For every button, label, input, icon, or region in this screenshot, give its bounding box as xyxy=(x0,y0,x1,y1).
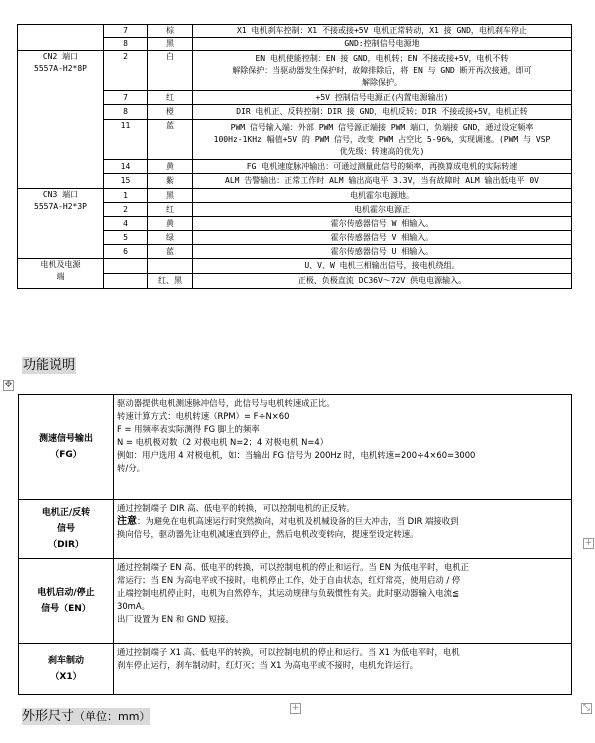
pin-number: 14 xyxy=(104,160,148,174)
pin-number: 2 xyxy=(104,51,148,91)
wire-color: 红、黑 xyxy=(148,274,193,289)
connector-label: 电机及电源 xyxy=(40,260,81,269)
function-description-line: 通过控制端子 EN 高、低电平的转换，可以控制电机的停止和运行。当 EN 为低电平时，电机正 xyxy=(117,562,470,572)
function-description-line: 常运行；当 EN 为高电平或不接时，电机停止工作，处于自由状态，红灯常亮，使用启动 / 停 xyxy=(117,575,461,585)
function-name xyxy=(19,644,114,695)
wire-color: 白 xyxy=(148,51,193,91)
pin-description: FG 电机速度脉冲输出：可通过测量此信号的频率，再换算成电机的实际转速 xyxy=(193,160,572,174)
wire-color: 棕 xyxy=(148,25,193,38)
wire-color: 紫 xyxy=(148,174,193,189)
pin-description-line: 解除保护。 xyxy=(362,77,402,87)
pin-description: 霍尔传感器信号 W 相输入。 xyxy=(193,217,572,231)
pin-description-line: 优先级：转速高的优先) xyxy=(339,146,425,156)
wire-color: 黄 xyxy=(148,217,193,231)
pin-row xyxy=(18,259,572,274)
function-description xyxy=(114,500,572,559)
pin-description: 正极、负极直流 DC36V～72V 供电电源输入。 xyxy=(193,274,572,289)
move-handle-icon[interactable]: ✥ xyxy=(4,380,13,390)
pin-description-line: PWM 信号输入端：外部 PWM 信号源正端接 PWM 端口，负端接 GND，通过设定频率 xyxy=(230,122,534,132)
resize-handle-icon[interactable]: ⤡ xyxy=(582,703,591,713)
pin-row xyxy=(18,189,572,203)
function-description-line: 出厂设置为 EN 和 GND 短接。 xyxy=(117,614,234,624)
wire-color: 红 xyxy=(148,203,193,217)
section-title-dimensions xyxy=(22,708,150,725)
function-name-line: 刹车制动 xyxy=(47,656,84,666)
pin-description: ALM 告警输出：正常工作时 ALM 输出高电平 3.3V，当有故障时 ALM 输出低电平 0V xyxy=(193,174,572,189)
pin-description: +5V 控制信号电源正(内置电源输出) xyxy=(193,91,572,105)
pin-number xyxy=(104,259,148,274)
pin-description: GND:控制信号电源地 xyxy=(193,38,572,51)
connector-cell xyxy=(18,51,104,189)
function-description-line: N = 电机极对数（2 对极电机 N=2；4 对极电机 N=4） xyxy=(117,437,329,447)
function-name-line: （X1） xyxy=(50,672,82,682)
connector-cell xyxy=(18,189,104,259)
pin-row xyxy=(18,51,572,91)
pin-table xyxy=(17,24,572,289)
function-row xyxy=(19,559,572,644)
pin-number: 8 xyxy=(104,38,148,51)
connector-label: 5557A-H2*8P xyxy=(34,64,87,73)
function-name-line: （DIR） xyxy=(48,540,84,550)
wire-color: 红 xyxy=(148,91,193,105)
function-description-line: 30mA。 xyxy=(117,601,150,611)
pin-description: 霍尔传感器信号 U 相输入。 xyxy=(193,245,572,259)
pin-description-line: 解除保护：当驱动器发生保护时，故障排除后，将 EN 与 GND 断开再次接通，即可 xyxy=(232,65,532,75)
connector-label: 端 xyxy=(56,272,65,281)
wire-color: 黑 xyxy=(148,189,193,203)
function-table xyxy=(18,394,572,695)
function-name-line: 电机启动/停止 xyxy=(37,588,95,598)
function-row xyxy=(19,500,572,559)
function-row xyxy=(19,395,572,500)
wire-color: 绿 xyxy=(148,231,193,245)
pin-description-line: 100Hz-1KHz 幅值+5V 的 PWM 信号，改变 PWM 占空比 5-96%，实现调速。(PWM 与 VSP xyxy=(213,134,551,144)
function-name-line: 电机正/反转 xyxy=(41,508,91,518)
pin-number: 7 xyxy=(104,25,148,38)
pin-description: 霍尔传感器信号 V 相输入。 xyxy=(193,231,572,245)
pin-description xyxy=(193,120,572,160)
section-title-function: 功能说明 xyxy=(23,358,76,373)
pin-description: X1 电机刹车控制：X1 不接或接+5V 电机正常转动，X1 接 GND，电机刹车停止 xyxy=(193,25,572,38)
function-name xyxy=(19,500,114,559)
pin-description-line: EN 电机使能控制：EN 接 GND，电机转；EN 不接或接+5V，电机不转 xyxy=(255,53,509,63)
connector-cell xyxy=(18,259,104,289)
pin-number: 5 xyxy=(104,231,148,245)
pin-number: 6 xyxy=(104,245,148,259)
pin-number: 15 xyxy=(104,174,148,189)
pin-number: 4 xyxy=(104,217,148,231)
function-name xyxy=(19,559,114,644)
function-name xyxy=(19,395,114,500)
function-name-line: 信号 xyxy=(56,524,75,534)
connector-label: CN2 端口 xyxy=(42,52,79,61)
function-description-line: 通过控制端子 X1 高、低电平的转换，可以控制电机的停止和运行。当 X1 为低电平时，电机 xyxy=(117,647,460,657)
wire-color: 黄 xyxy=(148,160,193,174)
function-description-line: 驱动器提供电机测速脉冲信号，此信号与电机转速成正比。 xyxy=(117,398,335,408)
function-description-line: 例如：用户选用 4 对极电机，如：当输出 FG 信号为 200Hz 时，电机转速=200÷4×60=3000 xyxy=(117,450,476,460)
connector-cell xyxy=(18,25,104,51)
pin-number: 7 xyxy=(104,91,148,105)
note-label: 注意 xyxy=(117,516,137,527)
wire-color: 蓝 xyxy=(148,245,193,259)
pin-number xyxy=(104,274,148,289)
dimensions-title: 外形尺寸 xyxy=(22,709,75,724)
function-name-line: （FG） xyxy=(50,450,82,460)
pin-number: 2 xyxy=(104,203,148,217)
add-row-icon[interactable]: + xyxy=(291,703,300,713)
function-name-line: 测速信号输出 xyxy=(38,434,93,444)
pin-number: 8 xyxy=(104,105,148,120)
wire-color: 蓝 xyxy=(148,120,193,160)
function-description-line: 转速计算方式：电机转速（RPM）= F÷N×60 xyxy=(117,411,290,421)
function-description xyxy=(114,559,572,644)
function-description xyxy=(114,644,572,695)
pin-number: 11 xyxy=(104,120,148,160)
function-description-line: 换向信号，驱动器先让电机减速直到停止，然后电机改变转向，提速至设定转速。 xyxy=(117,529,419,539)
wire-color xyxy=(148,259,193,274)
dimensions-unit: （单位：mm） xyxy=(74,710,151,723)
pin-description: U、V、W 电机三相输出信号，接电机绕组。 xyxy=(193,259,572,274)
connector-label: CN3 端口 xyxy=(42,190,79,199)
function-description-line: 刹车停止运行，刹车制动时，红灯灭；当 X1 为高电平或不接时，电机允许运行。 xyxy=(117,660,419,670)
function-description-line: F = 用频率表实际测得 FG 脚上的频率 xyxy=(117,424,260,434)
add-column-icon[interactable]: + xyxy=(584,538,593,548)
function-description-line: 转/分。 xyxy=(117,463,145,473)
pin-description: 电机霍尔电源正 xyxy=(193,203,572,217)
function-description-line: 止端控制电机停止时，电机为自然停车，其运动规律与负载惯性有关。此时驱动器输入电流≦ xyxy=(117,588,460,598)
function-name-line: 信号（EN） xyxy=(41,604,91,614)
pin-description xyxy=(193,51,572,91)
wire-color: 黑 xyxy=(148,38,193,51)
pin-description: 电机霍尔电源地。 xyxy=(193,189,572,203)
function-description-line: 注意：为避免在电机高速运行时突然换向，对电机及机械设备的巨大冲击，当 DIR 端接收到 xyxy=(117,516,459,527)
pin-number: 1 xyxy=(104,189,148,203)
pin-row xyxy=(18,25,572,38)
connector-label: 5557A-H2*3P xyxy=(34,202,87,211)
function-row xyxy=(19,644,572,695)
function-description xyxy=(114,395,572,500)
pin-description: DIR 电机正、反转控制：DIR 接 GND，电机反转；DIR 不接或接+5V，电机正转 xyxy=(193,105,572,120)
wire-color: 橙 xyxy=(148,105,193,120)
function-description-line: 通过控制端子 DIR 高、低电平的转换，可以控制电机的正反转。 xyxy=(117,503,355,513)
